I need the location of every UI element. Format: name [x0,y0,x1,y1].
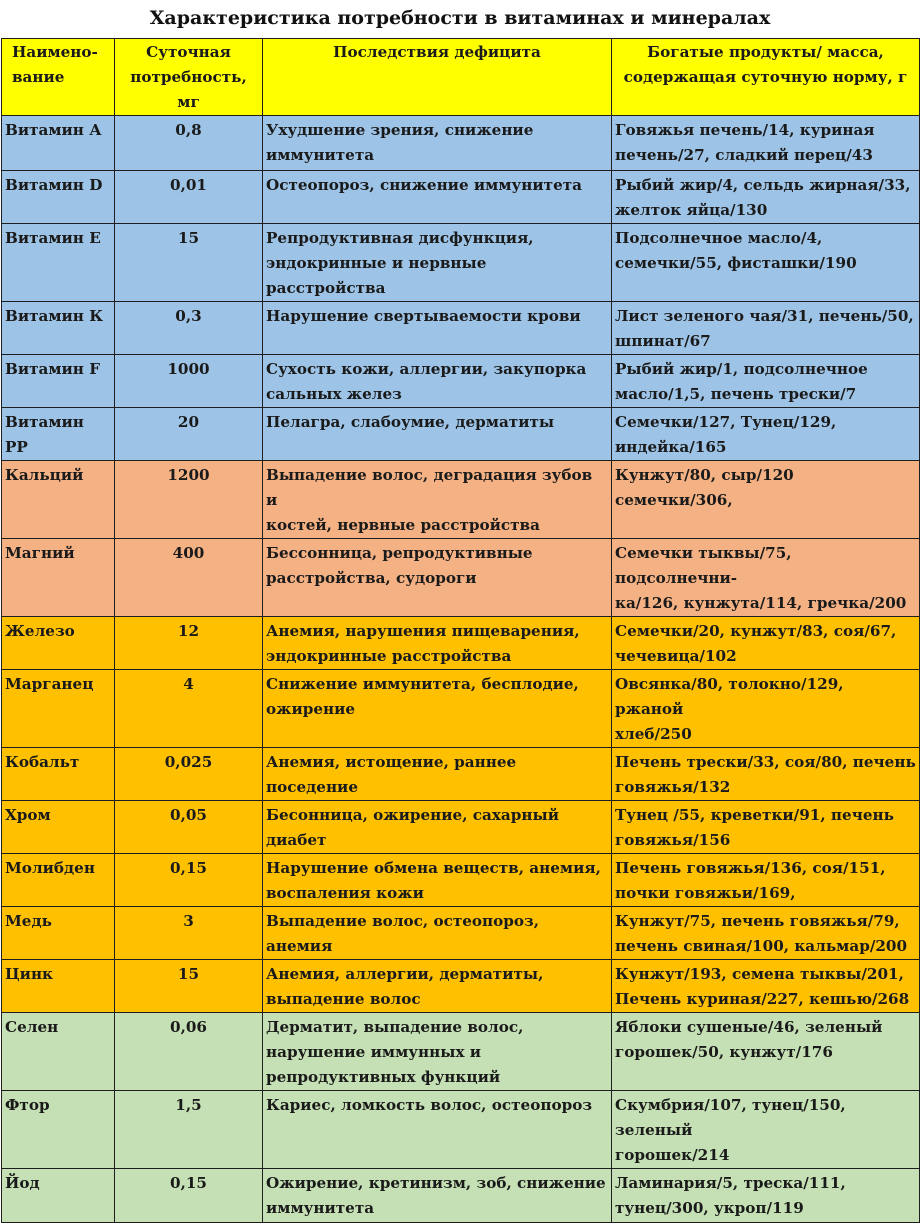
table-body [2,116,920,1223]
row-daily: 15 [115,224,263,302]
row-daily: 0,15 [115,1169,263,1223]
row-daily: 0,8 [115,116,263,171]
table-row [2,1091,920,1169]
row-daily: 1200 [115,461,263,539]
table-row [2,408,920,461]
header-foods: Богатые продукты/ масса, содержащая суточную норму, г [612,39,920,116]
row-daily: 0,3 [115,302,263,355]
row-daily: 3 [115,907,263,960]
row-name: Витамин РР [2,408,115,461]
row-name: Витамин Е [2,224,115,302]
row-foods: Кунжут/193, семена тыквы/201, Печень куриная/227, кешью/268 [612,960,920,1013]
row-deficit: Пелагра, слабоумие, дерматиты [263,408,612,461]
row-foods: Рыбий жир/4, сельдь жирная/33, желток яйца/130 [612,171,920,224]
row-daily: 1,5 [115,1091,263,1169]
row-deficit: Бессонница, репродуктивные расстройства, судороги [263,539,612,617]
table-title: Характеристика потребности в витаминах и минералах [149,7,771,29]
row-daily: 15 [115,960,263,1013]
row-name: Кобальт [2,748,115,801]
header-row [2,39,920,116]
row-foods: Говяжья печень/14, куриная печень/27, сладкий перец/43 [612,116,920,171]
row-foods: Семечки/127, Тунец/129, индейка/165 [612,408,920,461]
row-name: Йод [2,1169,115,1223]
table-row [2,1013,920,1091]
row-foods: Тунец /55, креветки/91, печень говяжья/156 [612,801,920,854]
row-daily: 1000 [115,355,263,408]
row-foods: Яблоки сушеные/46, зеленый горошек/50, кунжут/176 [612,1013,920,1091]
row-foods: Печень говяжья/136, соя/151, почки говяжьи/169, [612,854,920,907]
table-row [2,617,920,670]
table-row [2,960,920,1013]
row-daily: 0,01 [115,171,263,224]
table-row [2,801,920,854]
row-daily: 4 [115,670,263,748]
row-deficit: Ухудшение зрения, снижение иммунитета [263,116,612,171]
row-daily: 0,06 [115,1013,263,1091]
row-name: Витамин К [2,302,115,355]
row-deficit: Дерматит, выпадение волос, нарушение иммунных и репродуктивных функций [263,1013,612,1091]
row-deficit: Бесонница, ожирение, сахарный диабет [263,801,612,854]
row-daily: 20 [115,408,263,461]
row-deficit: Нарушение свертываемости крови [263,302,612,355]
row-name: Фтор [2,1091,115,1169]
row-foods: Лист зеленого чая/31, печень/50, шпинат/67 [612,302,920,355]
row-name: Железо [2,617,115,670]
row-deficit: Анемия, истощение, раннее поседение [263,748,612,801]
row-deficit: Нарушение обмена веществ, анемия, воспаления кожи [263,854,612,907]
row-foods: Семечки/20, кунжут/83, соя/67, чечевица/102 [612,617,920,670]
table-row [2,302,920,355]
row-deficit: Репродуктивная дисфункция, эндокринные и нервные расстройства [263,224,612,302]
header-name: Наимено- вание [2,39,115,116]
row-deficit: Ожирение, кретинизм, зоб, снижение иммунитета [263,1169,612,1223]
row-foods: Печень трески/33, соя/80, печень говяжья/132 [612,748,920,801]
table-row [2,116,920,171]
row-deficit: Снижение иммунитета, бесплодие, ожирение [263,670,612,748]
table-row [2,748,920,801]
table-row [2,461,920,539]
table-row [2,171,920,224]
row-name: Витамин А [2,116,115,171]
row-name: Витамин D [2,171,115,224]
row-name: Цинк [2,960,115,1013]
table-row [2,539,920,617]
table-row [2,1169,920,1223]
row-deficit: Выпадение волос, остеопороз, анемия [263,907,612,960]
row-name: Хром [2,801,115,854]
row-foods: Кунжут/80, сыр/120 семечки/306, [612,461,920,539]
row-name: Медь [2,907,115,960]
row-daily: 0,025 [115,748,263,801]
table-row [2,907,920,960]
row-daily: 0,05 [115,801,263,854]
header-deficit: Последствия дефицита [263,39,612,116]
row-daily: 0,15 [115,854,263,907]
vitamins-minerals-table [1,38,920,1223]
row-deficit: Анемия, нарушения пищеварения, эндокринные расстройства [263,617,612,670]
row-deficit: Сухость кожи, аллергии, закупорка сальных желез [263,355,612,408]
row-name: Молибден [2,854,115,907]
row-name: Кальций [2,461,115,539]
row-foods: Подсолнечное масло/4, семечки/55, фисташки/190 [612,224,920,302]
row-deficit: Выпадение волос, деградация зубов и костей, нервные расстройства [263,461,612,539]
row-name: Магний [2,539,115,617]
table-row [2,224,920,302]
row-daily: 12 [115,617,263,670]
row-deficit: Остеопороз, снижение иммунитета [263,171,612,224]
row-foods: Кунжут/75, печень говяжья/79, печень свиная/100, кальмар/200 [612,907,920,960]
row-name: Витамин F [2,355,115,408]
row-foods: Овсянка/80, толокно/129, ржаной хлеб/250 [612,670,920,748]
row-foods: Семечки тыквы/75, подсолнечни- ка/126, кунжута/114, гречка/200 [612,539,920,617]
row-daily: 400 [115,539,263,617]
table-row [2,355,920,408]
row-deficit: Анемия, аллергии, дерматиты, выпадение волос [263,960,612,1013]
row-deficit: Кариес, ломкость волос, остеопороз [263,1091,612,1169]
row-name: Селен [2,1013,115,1091]
table-row [2,854,920,907]
row-foods: Рыбий жир/1, подсолнечное масло/1,5, печень трески/7 [612,355,920,408]
row-foods: Скумбрия/107, тунец/150, зеленый горошек/214 [612,1091,920,1169]
row-name: Марганец [2,670,115,748]
header-daily: Суточная потребность, мг [115,39,263,116]
row-foods: Ламинария/5, треска/111, тунец/300, укроп/119 [612,1169,920,1223]
table-row [2,670,920,748]
